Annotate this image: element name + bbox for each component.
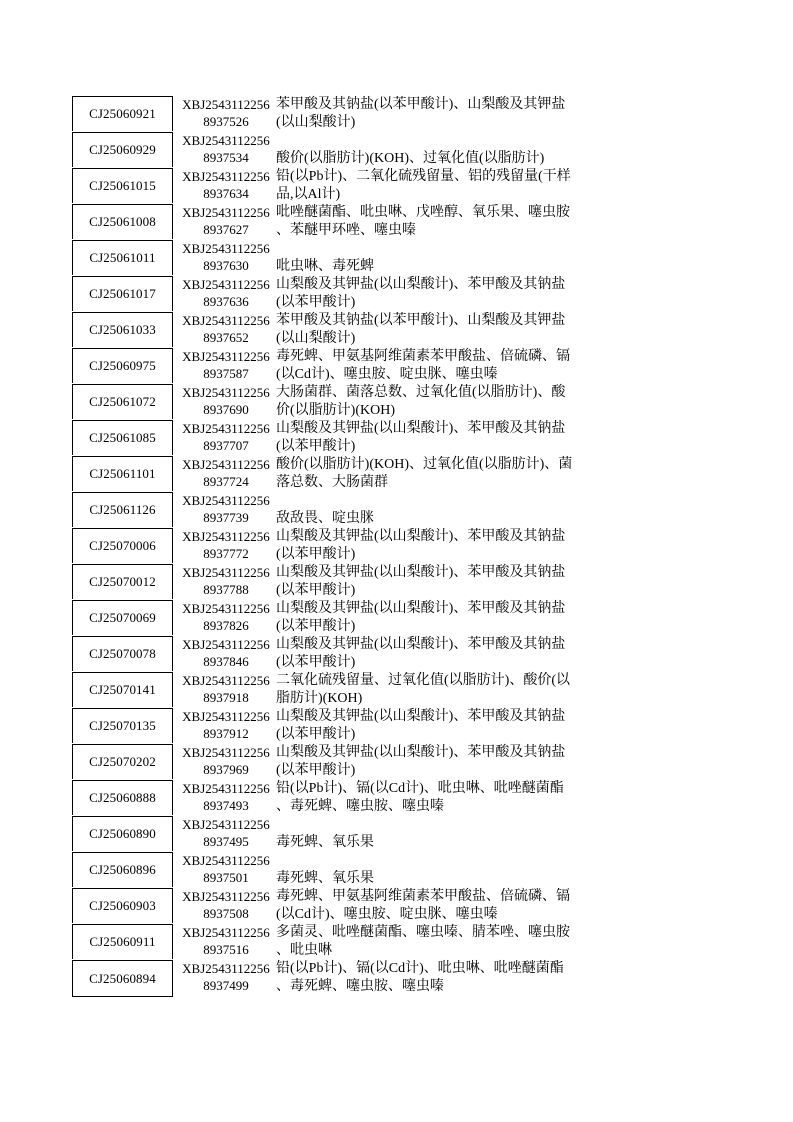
table-row (72, 888, 612, 924)
table-row (72, 312, 612, 348)
sample-number-cell (176, 708, 276, 742)
test-items-cell: 山梨酸及其钾盐(以山梨酸计)、苯甲酸及其钠盐 (以苯甲酸计) (276, 637, 566, 670)
sample-code-cell: CJ25060921 (72, 96, 173, 131)
table-row (72, 600, 612, 636)
sample-number-cell (176, 888, 276, 922)
sample-number-line-2: 8937630 (203, 258, 249, 273)
sample-code-cell: CJ25070202 (72, 744, 173, 779)
sample-number-cell (176, 348, 276, 382)
sample-code-cell: CJ25060894 (72, 960, 173, 997)
test-items-cell: 山梨酸及其钾盐(以山梨酸计)、苯甲酸及其钠盐 (以苯甲酸计) (276, 277, 566, 310)
test-items-cell: 毒死蜱、氧乐果 (276, 834, 374, 850)
test-items-cell: 敌敌畏、啶虫脒 (276, 510, 374, 526)
sample-number-cell (176, 420, 276, 454)
test-items-cell: 毒死蜱、氧乐果 (276, 870, 374, 886)
sample-number-line-1: XBJ2543112256 (182, 709, 270, 724)
sample-number-line-2: 8937772 (203, 546, 249, 561)
sample-number-line-1: XBJ2543112256 (182, 169, 270, 184)
sample-code-cell: CJ25061017 (72, 276, 173, 311)
sample-code-cell: CJ25061015 (72, 168, 173, 203)
test-items-cell: 多菌灵、吡唑醚菌酯、噻虫嗪、腈苯唑、噻虫胺 、吡虫啉 (276, 925, 570, 958)
sample-number-line-1: XBJ2543112256 (182, 349, 270, 364)
sample-number-line-1: XBJ2543112256 (182, 277, 270, 292)
table-row (72, 924, 612, 960)
sample-number-line-2: 8937526 (203, 114, 249, 129)
sample-number-line-1: XBJ2543112256 (182, 961, 270, 976)
sample-code-cell: CJ25061101 (72, 456, 173, 491)
table-row (72, 744, 612, 780)
sample-number-line-2: 8937636 (203, 294, 249, 309)
table-row (72, 780, 612, 816)
sample-number-line-1: XBJ2543112256 (182, 673, 270, 688)
sample-code-cell: CJ25070006 (72, 528, 173, 563)
sample-number-line-2: 8937846 (203, 654, 249, 669)
sample-code-cell: CJ25060890 (72, 816, 173, 851)
sample-code-cell: CJ25060896 (72, 852, 173, 887)
sample-number-line-2: 8937707 (203, 438, 249, 453)
sample-number-cell (176, 312, 276, 346)
test-items-cell: 毒死蜱、甲氨基阿维菌素苯甲酸盐、倍硫磷、镉 (以Cd计)、噻虫胺、啶虫脒、噻虫嗪 (276, 349, 570, 382)
sample-number-cell (176, 240, 276, 274)
sample-number-line-2: 8937912 (203, 726, 249, 741)
sample-number-cell (176, 924, 276, 958)
table-row (72, 96, 612, 132)
sample-number-cell (176, 132, 276, 166)
sample-number-line-1: XBJ2543112256 (182, 745, 270, 760)
test-items-cell: 山梨酸及其钾盐(以山梨酸计)、苯甲酸及其钠盐 (以苯甲酸计) (276, 709, 566, 742)
table-row (72, 852, 612, 888)
sample-number-line-2: 8937652 (203, 330, 249, 345)
table-row (72, 132, 612, 168)
sample-code-cell: CJ25061072 (72, 384, 173, 419)
sample-number-cell (176, 492, 276, 526)
sample-number-line-2: 8937516 (203, 942, 249, 957)
sample-number-cell (176, 816, 276, 850)
sample-number-line-1: XBJ2543112256 (182, 925, 270, 940)
sample-number-cell (176, 564, 276, 598)
sample-code-cell: CJ25070078 (72, 636, 173, 671)
sample-number-line-2: 8937508 (203, 906, 249, 921)
sample-number-cell (176, 384, 276, 418)
sample-number-line-2: 8937627 (203, 222, 249, 237)
test-items-cell: 苯甲酸及其钠盐(以苯甲酸计)、山梨酸及其钾盐 (以山梨酸计) (276, 313, 566, 346)
test-items-cell: 铅(以Pb计)、镉(以Cd计)、吡虫啉、吡唑醚菌酯 、毒死蜱、噻虫胺、噻虫嗪 (276, 781, 564, 814)
sample-code-cell: CJ25060975 (72, 348, 173, 383)
sample-code-cell: CJ25061033 (72, 312, 173, 347)
test-items-cell: 山梨酸及其钾盐(以山梨酸计)、苯甲酸及其钠盐 (以苯甲酸计) (276, 529, 566, 562)
sample-code-cell: CJ25060911 (72, 924, 173, 959)
sample-number-line-1: XBJ2543112256 (182, 889, 270, 904)
table-row (72, 708, 612, 744)
sample-number-line-1: XBJ2543112256 (182, 133, 270, 148)
sample-code-cell: CJ25061008 (72, 204, 173, 239)
sample-number-line-2: 8937587 (203, 366, 249, 381)
sample-number-line-1: XBJ2543112256 (182, 601, 270, 616)
sample-code-cell: CJ25060888 (72, 780, 173, 815)
test-items-cell: 吡虫啉、毒死蜱 (276, 258, 374, 274)
sample-number-line-2: 8937534 (203, 150, 249, 165)
test-items-cell: 酸价(以脂肪计)(KOH)、过氧化值(以脂肪计)、菌 落总数、大肠菌群 (276, 457, 573, 490)
sample-number-line-2: 8937499 (203, 978, 249, 993)
test-items-cell: 酸价(以脂肪计)(KOH)、过氧化值(以脂肪计) (276, 150, 545, 166)
table-row (72, 672, 612, 708)
sample-number-line-2: 8937826 (203, 618, 249, 633)
inspection-table (72, 96, 612, 996)
sample-number-line-1: XBJ2543112256 (182, 781, 270, 796)
test-items-cell: 毒死蜱、甲氨基阿维菌素苯甲酸盐、倍硫磷、镉 (以Cd计)、噻虫胺、啶虫脒、噻虫嗪 (276, 889, 570, 922)
sample-number-cell (176, 960, 276, 994)
sample-number-line-2: 8937918 (203, 690, 249, 705)
sample-code-cell: CJ25070135 (72, 708, 173, 743)
sample-number-cell (176, 600, 276, 634)
table-row (72, 348, 612, 384)
test-items-cell: 大肠菌群、菌落总数、过氧化值(以脂肪计)、酸 价(以脂肪计)(KOH) (276, 385, 566, 418)
sample-number-cell (176, 168, 276, 202)
sample-number-line-1: XBJ2543112256 (182, 853, 270, 868)
table-row (72, 456, 612, 492)
sample-number-line-1: XBJ2543112256 (182, 529, 270, 544)
sample-number-line-1: XBJ2543112256 (182, 313, 270, 328)
test-items-cell: 吡唑醚菌酯、吡虫啉、戊唑醇、氧乐果、噻虫胺 、苯醚甲环唑、噻虫嗪 (276, 205, 570, 238)
sample-number-line-1: XBJ2543112256 (182, 241, 270, 256)
table-row (72, 960, 612, 996)
sample-number-cell (176, 276, 276, 310)
table-row (72, 492, 612, 528)
sample-code-cell: CJ25061126 (72, 492, 173, 527)
sample-number-line-2: 8937634 (203, 186, 249, 201)
sample-number-line-1: XBJ2543112256 (182, 205, 270, 220)
sample-number-cell (176, 780, 276, 814)
sample-number-line-1: XBJ2543112256 (182, 421, 270, 436)
sample-code-cell: CJ25061011 (72, 240, 173, 275)
test-items-cell: 苯甲酸及其钠盐(以苯甲酸计)、山梨酸及其钾盐 (以山梨酸计) (276, 97, 566, 130)
sample-code-cell: CJ25060929 (72, 132, 173, 167)
sample-number-line-2: 8937493 (203, 798, 249, 813)
table-row (72, 636, 612, 672)
table-row (72, 240, 612, 276)
sample-number-line-1: XBJ2543112256 (182, 493, 270, 508)
sample-number-line-2: 8937495 (203, 834, 249, 849)
table-row (72, 528, 612, 564)
test-items-cell: 二氧化硫残留量、过氧化值(以脂肪计)、酸价(以 脂肪计)(KOH) (276, 673, 570, 706)
sample-code-cell: CJ25061085 (72, 420, 173, 455)
sample-number-cell (176, 456, 276, 490)
sample-number-line-2: 8937969 (203, 762, 249, 777)
table-row (72, 384, 612, 420)
sample-number-line-1: XBJ2543112256 (182, 385, 270, 400)
table-row (72, 564, 612, 600)
sample-number-line-1: XBJ2543112256 (182, 97, 270, 112)
test-items-cell: 山梨酸及其钾盐(以山梨酸计)、苯甲酸及其钠盐 (以苯甲酸计) (276, 565, 566, 598)
table-row (72, 420, 612, 456)
test-items-cell: 山梨酸及其钾盐(以山梨酸计)、苯甲酸及其钠盐 (以苯甲酸计) (276, 745, 566, 778)
sample-number-cell (176, 672, 276, 706)
table-row (72, 276, 612, 312)
test-items-cell: 铅(以Pb计)、二氧化硫残留量、铝的残留量(干样 品,以Al计) (276, 169, 571, 202)
table-row (72, 816, 612, 852)
test-items-cell: 山梨酸及其钾盐(以山梨酸计)、苯甲酸及其钠盐 (以苯甲酸计) (276, 601, 566, 634)
sample-number-cell (176, 204, 276, 238)
sample-number-cell (176, 96, 276, 130)
sample-number-line-2: 8937501 (203, 870, 249, 885)
test-items-cell: 铅(以Pb计)、镉(以Cd计)、吡虫啉、吡唑醚菌酯 、毒死蜱、噻虫胺、噻虫嗪 (276, 961, 564, 994)
sample-number-line-2: 8937739 (203, 510, 249, 525)
sample-number-line-2: 8937724 (203, 474, 249, 489)
sample-number-cell (176, 528, 276, 562)
sample-number-cell (176, 636, 276, 670)
test-items-cell: 山梨酸及其钾盐(以山梨酸计)、苯甲酸及其钠盐 (以苯甲酸计) (276, 421, 566, 454)
sample-code-cell: CJ25070141 (72, 672, 173, 707)
table-row (72, 168, 612, 204)
sample-code-cell: CJ25070012 (72, 564, 173, 599)
sample-number-line-1: XBJ2543112256 (182, 457, 270, 472)
sample-code-cell: CJ25070069 (72, 600, 173, 635)
sample-number-line-1: XBJ2543112256 (182, 817, 270, 832)
sample-number-line-1: XBJ2543112256 (182, 565, 270, 580)
sample-number-cell (176, 852, 276, 886)
sample-number-line-1: XBJ2543112256 (182, 637, 270, 652)
table-row (72, 204, 612, 240)
sample-number-line-2: 8937690 (203, 402, 249, 417)
sample-code-cell: CJ25060903 (72, 888, 173, 923)
sample-number-line-2: 8937788 (203, 582, 249, 597)
sample-number-cell (176, 744, 276, 778)
